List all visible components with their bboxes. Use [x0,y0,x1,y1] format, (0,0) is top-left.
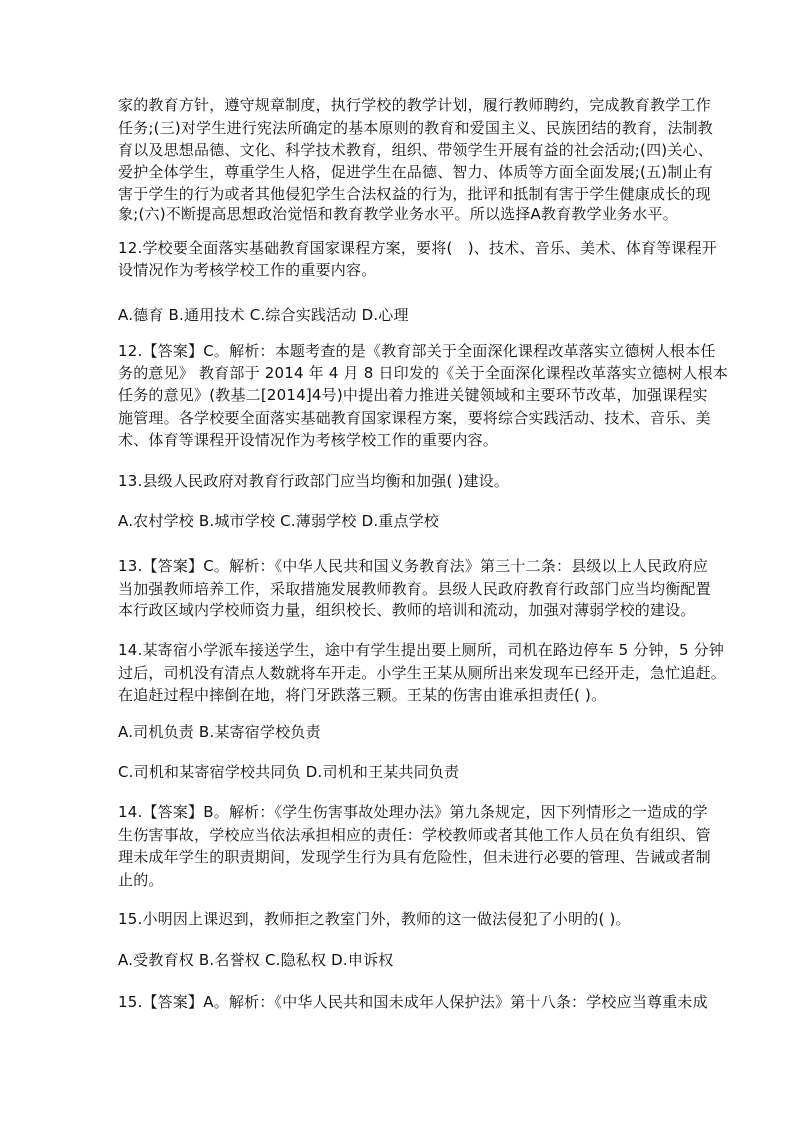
text-line: 12.学校要全面落实基础教育国家课程方案，要将( )、技术、音乐、美术、体育等课程开 [118,239,717,257]
text-line: 13.【答案】C。解析：《中华人民共和国义务教育法》第三十二条：县级以上人民政府应 [118,557,709,575]
text-line: 任务的意见》(教基二[2014]4号)中提出着力推进关键领域和主要环节改革，加强课程实 [118,386,708,404]
text-line: A.德育 B.通用技术 C.综合实践活动 D.心理 [118,306,409,324]
text-line: A.司机负责 B.某寄宿学校负责 [118,723,321,741]
text-line: 象;(六)不断提高思想政治觉悟和教育教学业务水平。所以选择A教育教学业务水平。 [118,205,678,223]
text-line: 过后，司机没有清点人数就将车开走。小学生王某从厕所出来发现车已经开走，急忙追赶。 [118,664,727,682]
text-line: 设情况作为考核学校工作的重要内容。 [118,261,377,279]
text-line: A.农村学校 B.城市学校 C.薄弱学校 D.重点学校 [118,512,440,530]
text-line: 15.小明因上课迟到，教师拒之教室门外，教师的这一做法侵犯了小明的( )。 [118,910,631,928]
text-line: A.受教育权 B.名誉权 C.隐私权 D.申诉权 [118,951,394,969]
text-line: 止的。 [118,871,164,889]
text-line: 爱护全体学生，尊重学生人格，促进学生在品德、智力、体质等方面全面发展;(五)制止有 [118,163,713,181]
text-line: 本行政区域内学校师资力量，组织校长、教师的培训和流动，加强对薄弱学校的建设。 [118,601,696,619]
text-line: 当加强教师培养工作，采取措施发展教师教育。县级人民政府教育行政部门应当均衡配置 [118,580,711,598]
text-line: 15.【答案】A。解析：《中华人民共和国未成年人保护法》第十八条：学校应当尊重未成 [118,993,708,1011]
text-line: 家的教育方针，遵守规章制度，执行学校的教学计划，履行教师聘约，完成教育教学工作 [118,96,711,114]
text-line: 术、体育等课程开设情况作为考核学校工作的重要内容。 [118,431,499,449]
text-line: 12.【答案】C。解析：本题考查的是《教育部关于全面深化课程改革落实立德树人根本任 [118,342,716,360]
text-line: 施管理。各学校要全面落实基础教育国家课程方案，要将综合实践活动、技术、音乐、美 [118,409,711,427]
text-line: 14.某寄宿小学派车接送学生，途中有学生提出要上厕所，司机在路边停车 5 分钟，5 分钟 [118,641,725,659]
text-line: 任务;(三)对学生进行宪法所确定的基本原则的教育和爱国主义、民族团结的教育，法制教 [118,119,713,137]
text-line: 害于学生的行为或者其他侵犯学生合法权益的行为，批评和抵制有害于学生健康成长的现 [118,185,711,203]
text-line: 育以及思想品德、文化、科学技术教育，组织、带领学生开展有益的社会活动;(四)关心、 [118,141,713,159]
text-line: 13.县级人民政府对教育行政部门应当均衡和加强( )建设。 [118,472,510,490]
text-line: 务的意见》 教育部于 2014 年 4 月 8 日印发的《关于全面深化课程改革落实立德树人根本 [118,364,729,382]
text-line: 理未成年学生的职责期间，发现学生行为具有危险性，但未进行必要的管理、告诫或者制 [118,848,711,866]
text-line: 14.【答案】B。解析：《学生伤害事故处理办法》第九条规定，因下列情形之一造成的学 [118,803,708,821]
text-line: 生伤害事故，学校应当依法承担相应的责任：学校教师或者其他工作人员在负有组织、管 [118,826,711,844]
text-line: 在追赶过程中摔倒在地，将门牙跌落三颗。王某的伤害由谁承担责任( )。 [118,686,607,704]
text-line: C.司机和某寄宿学校共同负 D.司机和王某共同负责 [118,763,460,781]
